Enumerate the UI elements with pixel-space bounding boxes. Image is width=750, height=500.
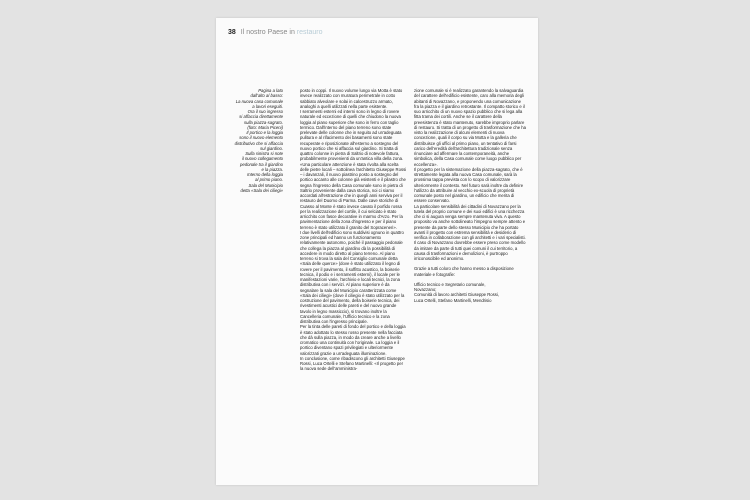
caption-line: dall'alto al basso: (250, 93, 283, 99)
paragraph: Il caso di Novazzano dovrebbe essere preso come modello da imitare da parte di tutti quei comuni il cui territorio, a causa di trasformazioni e demolizioni, è purtroppo irriconoscibile ed anonimo. (414, 240, 526, 261)
caption-line: al primo piano. (255, 177, 283, 183)
paragraph: La particolare sensibilità dei cittadini di Novazzano per la tutela del proprio comune e dei suoi edifici è una ricchezza che ci si augura venga sempre mantenuta viva. A questo proposito va anche sottolineato l'impegno sempre attento e presente da parte dello stesso Municipio che ha portato avanti il progetto con estrema sensibilità e desiderio di verifica in collaborazione con gli architetti e i vari specialisti. (414, 203, 526, 240)
caption-line: (foto: Maria Piceni) (247, 124, 283, 130)
paragraph: I due livelli dell'edificio sono suddivisi ognuno in quattro zone principali ed hanno un funzionamento relativamente autonomo, poiché il passaggio pedonale che collega la piazza al giardino dà la possibilità di accedere in modo diretto al piano terreno. Al piano terreno si trova la sala del Consiglio comunale detta «Sala delle querce» (dove è stato utilizzato il legno di rovere per il pavimento, il soffitto acustico, la boiserie tecnica, il podio e i serramenti esterni), il locale per le manifestazioni varie, l'archivio e locali tecnici, la zona distributiva con i servizi. Al piano superiore è da segnalare la sala del Municipio caratterizzata come «Sala dei ciliegi» (dove il ciliegio è stato utilizzato per la costruzione del pavimento, della boiserie tecnica, dei rivestimenti acustici delle pareti e del nuovo grande tavolo in legno massiccio), si trovano inoltre la Cancelleria comunale, l'Ufficio tecnico e la zona distributiva con l'ingresso principale. (300, 229, 405, 324)
caption-line: Il portico e la loggia (246, 130, 283, 135)
credit-line: Ufficio tecnico e Segretario comunale, (414, 281, 486, 287)
paragraph: «Una particolare attenzione è stata rivolta alla scelta delle pietre locali – sottolinea l'architetto Giuseppe Rossi – i davanzali, il nuovo piastrino posto a sostegno del portico accanto alle colonne già esistenti e il pilastro che segna l'ingresso della Casa comunale sono in pietra di Saltrio proveniente dalla cava storica, noi ci siamo accordati all'estrazione che in quegli anni serviva per il restauro del Duomo di Parma. Dalle cave storiche di Cuasso al Monte è stato invece cavato il porfido rossa per la realizzazione del cortile, il cui selciato è stato arricchito con fasce decorative in marmo d'Arzo. Per la pavimentazione della zona d'ingresso e per il piano terreno è stato utilizzato il granito del Sopraceneri». (300, 161, 407, 230)
caption-line: Sulla sinistra si note (245, 151, 283, 156)
caption-line: a lavori eseguiti. (252, 103, 283, 109)
running-section: restauro (296, 29, 323, 36)
caption-line: Pagina a lato (258, 88, 283, 93)
caption-line: La nuova casa comunale (235, 98, 283, 104)
running-title: Il nostro Paese in (240, 29, 295, 36)
credit-line: Novazzano; (414, 287, 437, 292)
caption-line: Ora il suo ingresso (247, 109, 283, 114)
caption-line: sulla piazza-sagrato. (244, 119, 283, 125)
caption-line: si affaccia direttamente (239, 114, 283, 120)
article-column-2 (414, 88, 526, 303)
paragraph: zione comunale si è realizzato garantendo la salvaguardia del carattere dell'edificio esistente, caro alla memoria degli abitanti di Novazzano, e proponendo una comunicazione fra la piazza e il giardino retrostante. Il compatto storico e il suo arricchito di un nuovo spazio pubblico che si lega alla fitta trama dei cortili. Anche se il carattere della preesistenza è stato mantenuto, sarebbe improprio parlare di restauro. Si tratta di un progetto di trasformazione che ha visto la realizzazione di alcuni elementi di nuova concezione, quali il corpo su via Motta e la galleria che distribuisce gli uffici al primo piano, un tentativo di farsi carico dell'eredità dell'architettura tradizionale senza rinunciare ad affermare la contemporaneità, anche simbolica, della Casa comunale come luogo pubblico per eccellenza». (414, 88, 526, 167)
credit-line: Luca Ortelli, Stefano Martinelli, Mendrisio (414, 297, 492, 303)
caption-line: Sala del Municipio (248, 182, 283, 188)
caption-line: sono il nuovo elemento (239, 135, 283, 141)
paragraph: I serramenti esterni ed interni sono in legno di rovere naturale ed eccezione di quelli che chiudono la nuova loggia al piano superiore che sono in ferro con taglio termico. Dall'interno del piano terreno sono state prelevate delle colonne che in seguito ad un'adeguata pulitura e al rifacimento dei basamenti sono state recuperate e riposizionate all'esterno a sostegno del nuovo portico che si affaccia sul giardino. Si tratta di quattro colonne in pietra di Saltrio di notevole fattura, probabilmente provenienti da un'antica villa della zona. (300, 109, 404, 162)
caption-line: distributivo che si affaccia (234, 140, 283, 146)
photo-caption (226, 88, 283, 193)
article-column-1 (300, 88, 407, 372)
caption-line: e la piazza. (261, 166, 283, 172)
caption-line: detta «Sala dei ciliegi» (240, 187, 283, 193)
paragraph: In conclusione, come ribadiscono gli architetti Giuseppe Rossi, Luca Ortelli e Stefano Martinelli: «Il progetto per la nuova sede dell'amministra- (300, 355, 405, 372)
caption-line: il nuovo collegamento (241, 156, 283, 162)
paragraph: Il progetto per la sistemazione della piazza-sagrato, che è strettamente legata alla nuova Casa comunale, sarà la prossima tappa prevista con lo scopo di valorizzare ulteriormente il contesto. Nel futuro sarà inoltre da definire l'utilizzo da attribuire al vecchio ex-scuola di proprietà comunale posto nel giardino, un edificio che merita di essere conservato. (414, 166, 524, 204)
page-number: 38 (228, 29, 236, 36)
caption-line: Interno della loggia (247, 172, 283, 177)
magazine-page (216, 18, 538, 485)
paragraph: posto in coppi. Il nuovo volume lungo via Motta è stato invece realizzato con muratura perimetrale in cotto sabbiato alveolare e solai in calcestruzzo armato, analoghi a quelli utilizzati nella parte esistente. (300, 88, 403, 109)
page-header (228, 29, 322, 36)
paragraph: Per la tinta delle pareti di fondo del portico e della loggia è stato adottato lo stesso rosso presente nella facciata che dà sulla piazza, in modo da creare anche a livello cromatico una continuità con l'originale. La loggia e il portico diventano spazi privilegiati e ulteriormente valorizzati grazie a un'adeguata illuminazione. (300, 324, 406, 356)
acknowledgements: Grazie a tutti coloro che hanno messo a disposizione materiale e fotografie: (414, 266, 514, 277)
caption-line: sul giardino. (260, 145, 283, 151)
caption-line: pedonale tra il giardino (239, 161, 283, 167)
credit-line: Comunità di lavoro architetti Giuseppe Rossi, (414, 292, 500, 298)
